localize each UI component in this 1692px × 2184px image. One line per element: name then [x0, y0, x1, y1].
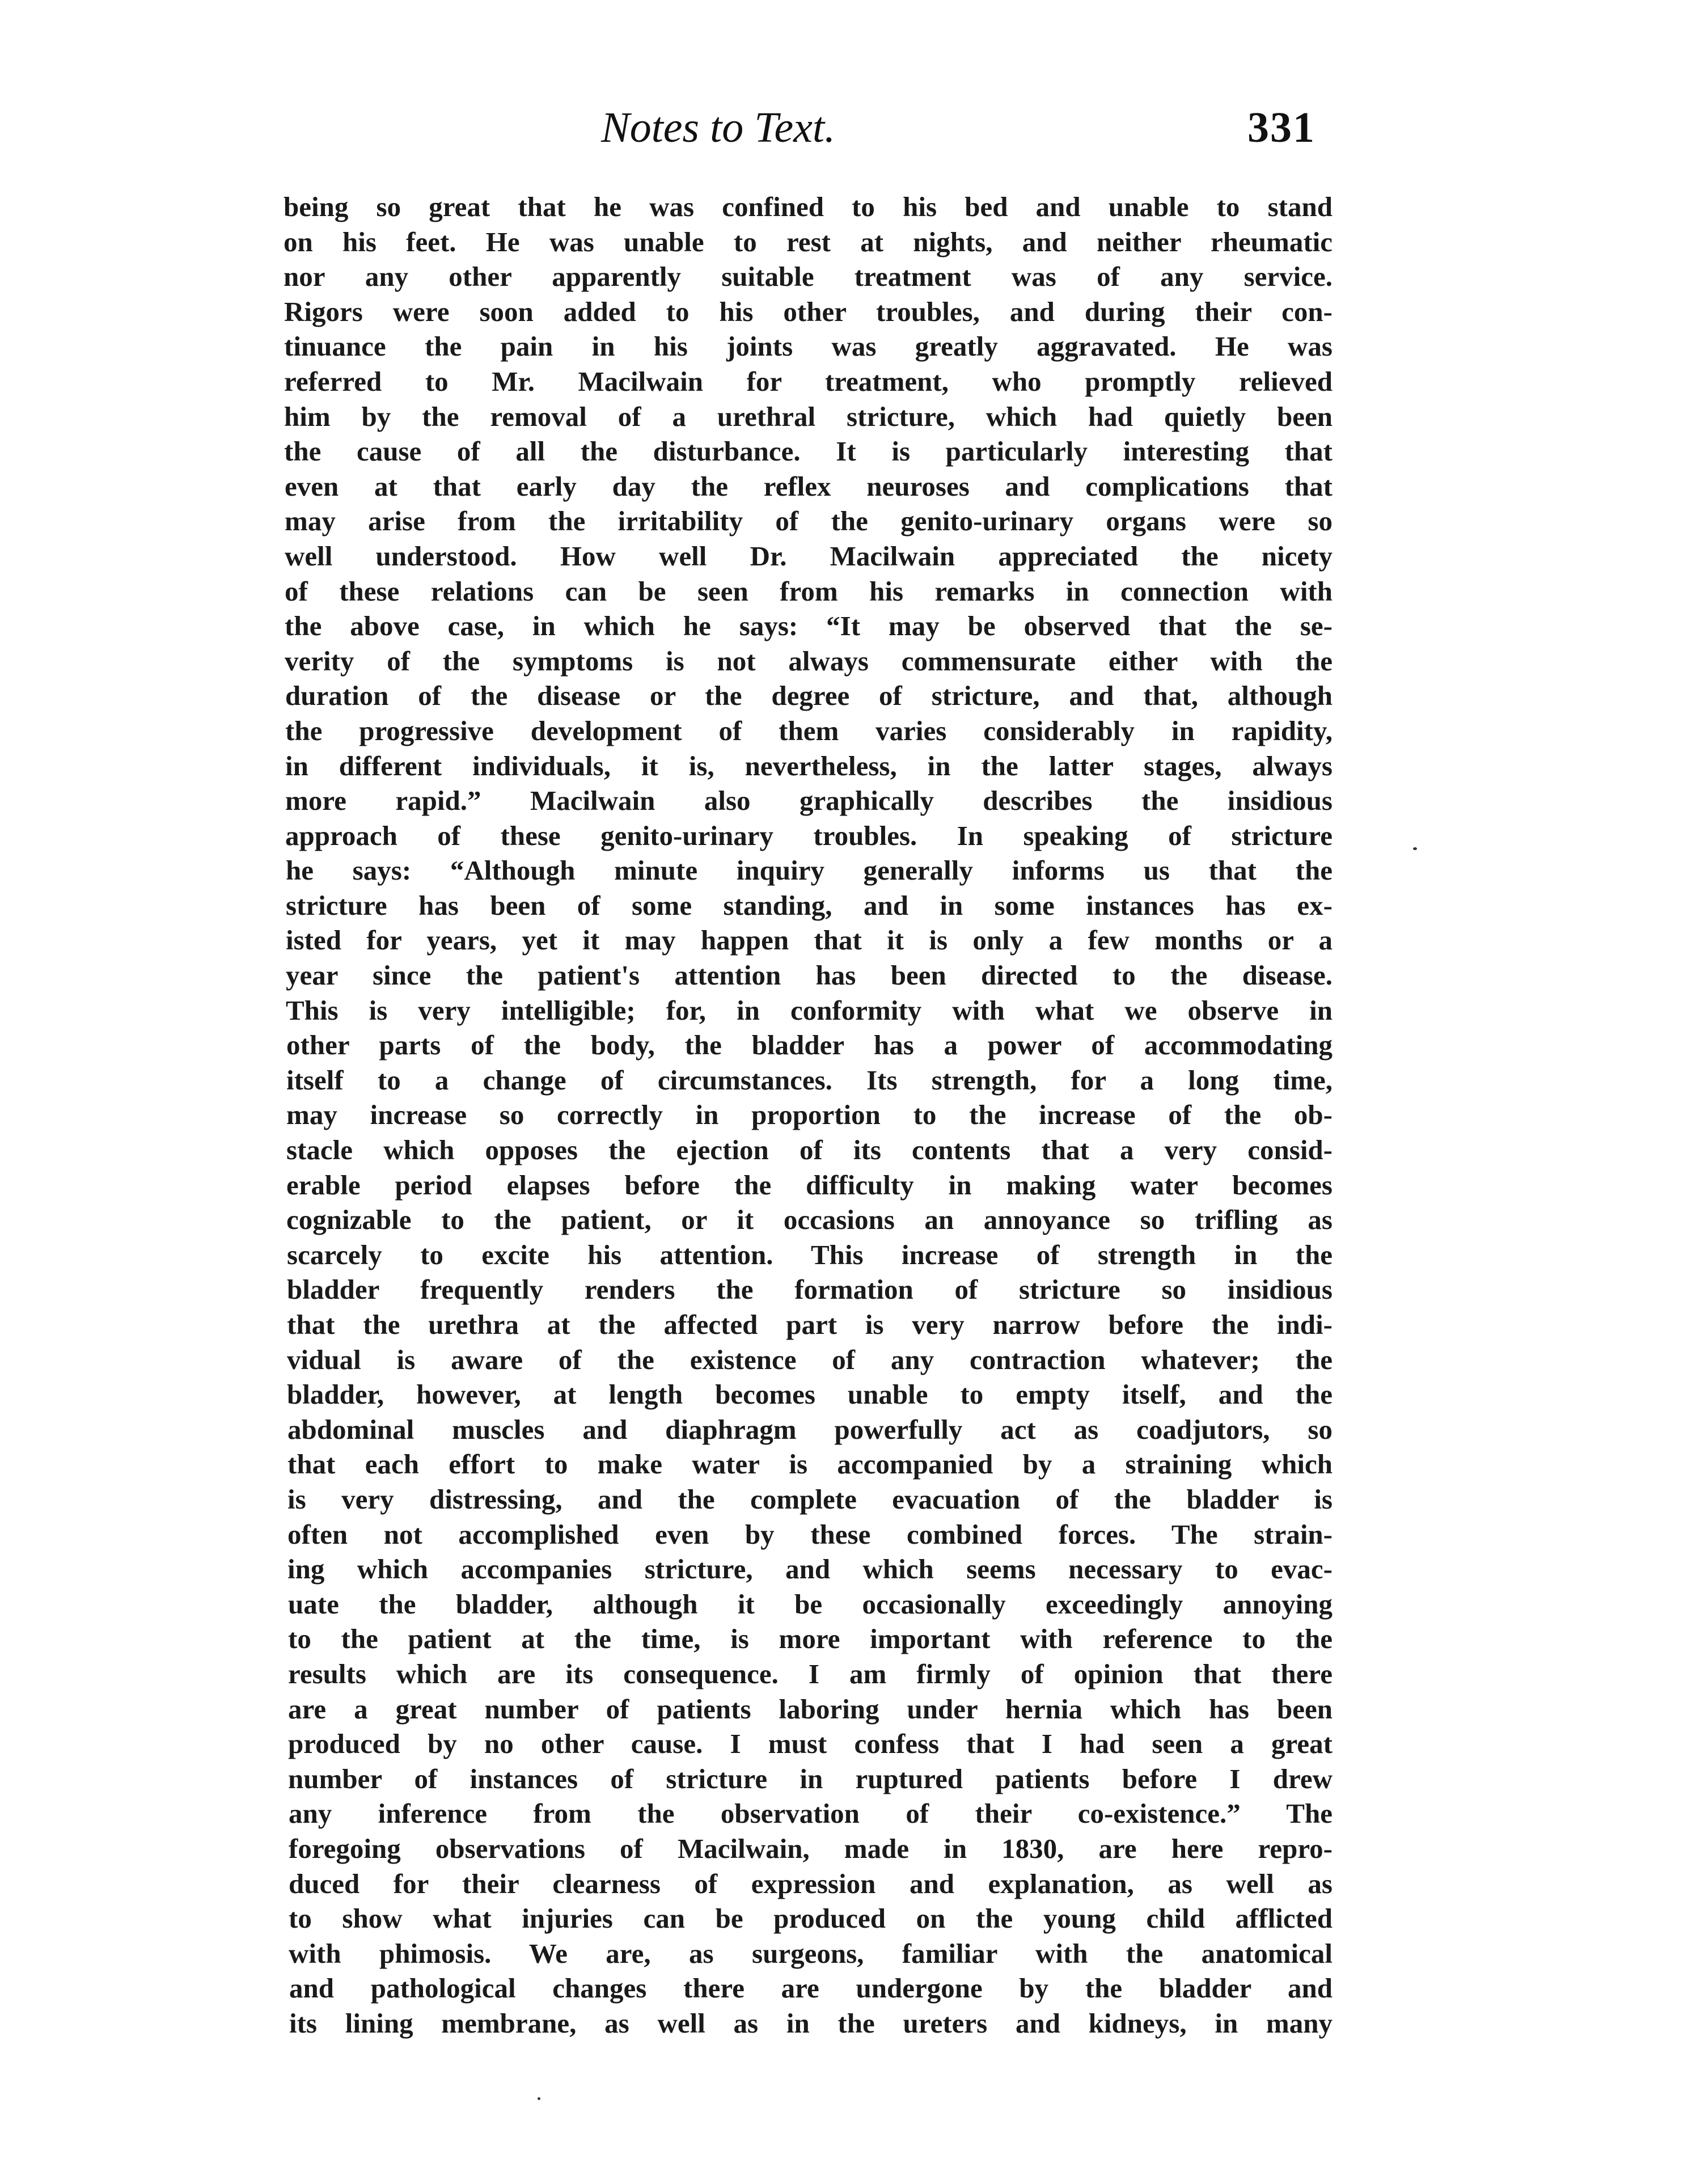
text-line: well understood. How well Dr. Macilwain appreciated the nicety	[285, 540, 1333, 572]
text-line: erable period elapses before the difficulty in making water becomes	[286, 1169, 1333, 1201]
text-line: duration of the disease or the degree of stricture, and that, although	[285, 680, 1333, 712]
text-line: uate the bladder, although it be occasionally exceedingly annoying	[288, 1588, 1333, 1620]
text-line: the cause of all the disturbance. It is particularly interesting that	[284, 436, 1333, 467]
text-line: duced for their clearness of expression and explanation, as well as	[289, 1868, 1333, 1899]
text-line: referred to Mr. Macilwain for treatment, who promptly relieved	[284, 365, 1333, 397]
text-line: to the patient at the time, is more important with reference to the	[288, 1623, 1333, 1655]
text-line: may increase so correctly in proportion to the increase of the ob-	[286, 1099, 1333, 1131]
running-title: Notes to Text.	[601, 104, 836, 151]
page-number: 331	[1247, 104, 1315, 151]
text-line: he says: “Although minute inquiry generally informs us that the	[286, 855, 1333, 886]
text-line: year since the patient's attention has been directed to the disease.	[286, 960, 1333, 991]
text-line: other parts of the body, the bladder has a power of accommodating	[286, 1029, 1333, 1061]
text-line: stricture has been of some standing, and in some instances has ex-	[286, 889, 1333, 921]
text-line: the above case, in which he says: “It may be observed that the se-	[285, 610, 1333, 642]
text-line: may arise from the irritability of the genito-urinary organs were so	[285, 505, 1333, 537]
text-line: bladder frequently renders the formation of stricture so insidious	[287, 1274, 1333, 1306]
text-line: itself to a change of circumstances. Its strength, for a long time,	[286, 1064, 1333, 1096]
text-line: any inference from the observation of their co-existence.” The	[289, 1798, 1333, 1830]
text-line: bladder, however, at length becomes unable to empty itself, and the	[287, 1379, 1333, 1410]
print-speck	[538, 2097, 540, 2100]
text-line: more rapid.” Macilwain also graphically describes the insidious	[285, 785, 1333, 817]
text-line: him by the removal of a urethral stricture, which had quietly been	[284, 400, 1333, 432]
text-line: on his feet. He was unable to rest at nights, and neither rheumatic	[284, 226, 1333, 257]
text-line: isted for years, yet it may happen that it is only a few months or a	[286, 924, 1333, 956]
text-line: tinuance the pain in his joints was greatly aggravated. He was	[284, 331, 1333, 362]
text-line: that each effort to make water is accompanied by a straining which	[287, 1448, 1333, 1480]
text-line: approach of these genito-urinary troubles. In speaking of stricture	[285, 819, 1333, 851]
text-line: stacle which opposes the ejection of its contents that a very consid-	[286, 1134, 1333, 1166]
text-line: in different individuals, it is, nevertheless, in the latter stages, always	[285, 750, 1333, 781]
text-line: its lining membrane, as well as in the ureters and kidneys, in many	[289, 2007, 1333, 2039]
text-line: This is very intelligible; for, in conformity with what we observe in	[286, 994, 1333, 1026]
body-text	[284, 189, 1333, 2041]
text-line: scarcely to excite his attention. This increase of strength in the	[287, 1239, 1333, 1270]
text-line: the progressive development of them varies considerably in rapidity,	[285, 715, 1333, 746]
text-line: is very distressing, and the complete evacuation of the bladder is	[287, 1483, 1333, 1515]
text-line: are a great number of patients laboring under hernia which has been	[288, 1693, 1333, 1725]
text-line: abdominal muscles and diaphragm powerfully act as coadjutors, so	[287, 1413, 1333, 1445]
text-line: often not accomplished even by these combined forces. The strain-	[287, 1518, 1333, 1550]
text-line: even at that early day the reflex neuroses and complications that	[285, 470, 1333, 502]
text-line: foregoing observations of Macilwain, made in 1830, are here repro-	[289, 1832, 1333, 1864]
text-line: number of instances of stricture in ruptured patients before I drew	[288, 1763, 1333, 1794]
print-speck	[1413, 847, 1417, 850]
text-line: of these relations can be seen from his remarks in connection with	[285, 575, 1333, 607]
text-line: verity of the symptoms is not always commensurate either with the	[285, 645, 1333, 677]
text-line: that the urethra at the affected part is very narrow before the indi-	[287, 1309, 1333, 1340]
text-line: being so great that he was confined to his bed and unable to stand	[284, 191, 1333, 222]
text-line: with phimosis. We are, as surgeons, familiar with the anatomical	[289, 1937, 1333, 1969]
text-line: nor any other apparently suitable treatment was of any service.	[284, 261, 1333, 293]
text-line: and pathological changes there are undergone by the bladder and	[289, 1972, 1333, 2004]
text-line: Rigors were soon added to his other troubles, and during their con-	[284, 295, 1333, 327]
text-line: results which are its consequence. I am firmly of opinion that there	[288, 1658, 1333, 1689]
text-line: ing which accompanies stricture, and which seems necessary to evac-	[287, 1553, 1333, 1585]
text-line: to show what injuries can be produced on the young child afflicted	[289, 1903, 1333, 1934]
text-line: cognizable to the patient, or it occasions an annoyance so trifling as	[286, 1204, 1333, 1236]
text-line: produced by no other cause. I must confess that I had seen a great	[288, 1728, 1333, 1760]
running-head	[284, 96, 1315, 159]
text-line: vidual is aware of the existence of any contraction whatever; the	[287, 1344, 1333, 1375]
